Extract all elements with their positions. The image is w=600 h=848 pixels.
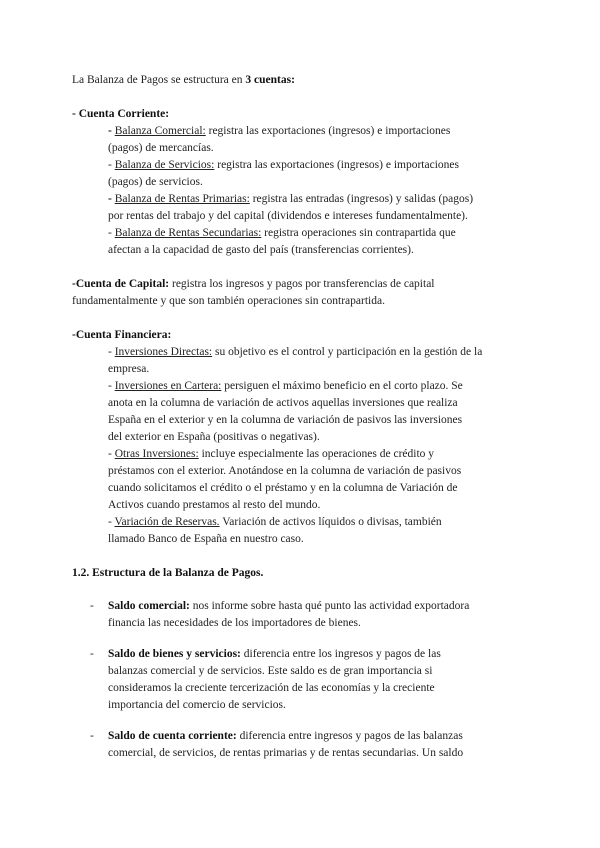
otras-inversiones: - Otras Inversiones: incluye especialmente las operaciones de crédito y — [108, 448, 435, 460]
term-rentas-primarias: Balanza de Rentas Primarias: — [114, 193, 250, 205]
document-page: La Balanza de Pagos se estructura en 3 cuentas: - Cuenta Corriente: - Balanza Comercial: registra las exportaciones (ingresos) e importaciones (pagos) de mercancías. - Balanza de Servicios: registra las exportaciones (ingresos) e importaciones (pagos) de servicios. - Balanza de Rentas Primarias: registra las entradas (ingresos) y salidas (pagos) por rentas del trabajo y del capital (dividendos e intereses fundamentalmente). - Balanza de Rentas Secundarias: registra operaciones sin contrapartida que afectan a la capacidad de gasto del país (transferencias corrientes). -Cuenta de Capital: registra los ingresos y pagos por transferencias de capital fundamentalmente y que son también operaciones sin contrapartida. -Cuenta Financiera: - Inversiones Directas: su objetivo es el control y participación en la gestión de la empresa. - Inversiones en Cartera: persiguen el máximo beneficio en el corto plazo. Se anota en la columna de variación de activos aquellas inversiones que realiza España en el exterior y en la columna de variación de pasivos las inversiones del exterior en España (positivas o negativas). - Otras Inversiones: incluye especialmente las operaciones de crédito y préstamos con el exterior. Anotándose en la columna de variación de pasivos cuando solicitamos el crédito o el préstamo y en la columna de Variación de Activos cuando prestamos al resto del mundo. - Variación de Reservas. Variación de activos líquidos o divisas, también llamado Banco de España en nuestro caso. 1.2. Estructura de la Balanza de Pagos. - Saldo comercial: nos informe sobre hasta qué punto las actividad exportadora financia las necesidades de los importadores de bienes. - Saldo de bienes y servicios: diferencia entre los ingresos y pagos de las balanzas comercial y de servicios. Este saldo es de gran importancia si consideramos la creciente tercerización de las economías y la creciente importancia del comercio de servicios. - Saldo de cuenta corriente: diferencia entre ingresos y pagos de las balanzas comercial, de servicios, de rentas primarias y de rentas secundarias. Un saldo — [72, 74, 483, 759]
bullet-marker: - — [90, 730, 94, 742]
bullet-saldo-comercial: Saldo comercial: nos informe sobre hasta qué punto las actividad exportadora — [108, 600, 470, 612]
balanza-rentas-secundarias-cont: afectan a la capacidad de gasto del país (transferencias corrientes). — [108, 244, 414, 256]
balanza-comercial: - Balanza Comercial: registra las exportaciones (ingresos) e importaciones — [108, 125, 451, 137]
cuenta-capital: -Cuenta de Capital: registra los ingresos y pagos por transferencias de capital — [72, 278, 435, 290]
bullet-marker: - — [90, 648, 94, 660]
term-inversiones-directas: Inversiones Directas: — [114, 346, 213, 358]
term-balanza-servicios: Balanza de Servicios: — [114, 159, 215, 171]
variacion-reservas: - Variación de Reservas. Variación de activos líquidos o divisas, también — [108, 516, 442, 528]
bullet-marker: - — [90, 600, 94, 612]
term-rentas-secundarias: Balanza de Rentas Secundarias: — [114, 227, 262, 239]
balanza-servicios-cont: (pagos) de servicios. — [108, 176, 203, 188]
term-variacion-reservas: Variación de Reservas. — [114, 516, 220, 528]
balanza-rentas-secundarias: - Balanza de Rentas Secundarias: registra operaciones sin contrapartida que — [108, 227, 456, 239]
inversiones-cartera: - Inversiones en Cartera: persiguen el máximo beneficio en el corto plazo. Se — [108, 380, 463, 392]
term-balanza-comercial: Balanza Comercial: — [114, 125, 206, 137]
cuenta-capital-cont: fundamentalmente y que son también operaciones sin contrapartida. — [72, 295, 385, 307]
balanza-comercial-cont: (pagos) de mercancías. — [108, 142, 214, 154]
inversiones-directas: - Inversiones Directas: su objetivo es el control y participación en la gestión de la — [108, 346, 483, 358]
balanza-rentas-primarias: - Balanza de Rentas Primarias: registra las entradas (ingresos) y salidas (pagos) — [108, 193, 474, 205]
balanza-rentas-primarias-cont: por rentas del trabajo y del capital (dividendos e intereses fundamentalmente). — [108, 210, 468, 222]
intro-line: La Balanza de Pagos se estructura en 3 cuentas: — [72, 74, 295, 86]
cuenta-financiera-heading: -Cuenta Financiera: — [72, 329, 172, 341]
bullet-saldo-cuenta-corriente: Saldo de cuenta corriente: diferencia entre ingresos y pagos de las balanzas — [108, 730, 463, 742]
term-inversiones-cartera: Inversiones en Cartera: — [114, 380, 222, 392]
bullet-saldo-bienes-servicios: Saldo de bienes y servicios: diferencia entre los ingresos y pagos de las — [108, 648, 441, 660]
cuenta-corriente-heading: - Cuenta Corriente: — [72, 108, 170, 120]
intro-bold: 3 cuentas: — [245, 74, 295, 86]
balanza-servicios: - Balanza de Servicios: registra las exportaciones (ingresos) e importaciones — [108, 159, 459, 171]
term-otras-inversiones: Otras Inversiones: — [114, 448, 199, 460]
section-title: 1.2. Estructura de la Balanza de Pagos. — [72, 567, 264, 579]
